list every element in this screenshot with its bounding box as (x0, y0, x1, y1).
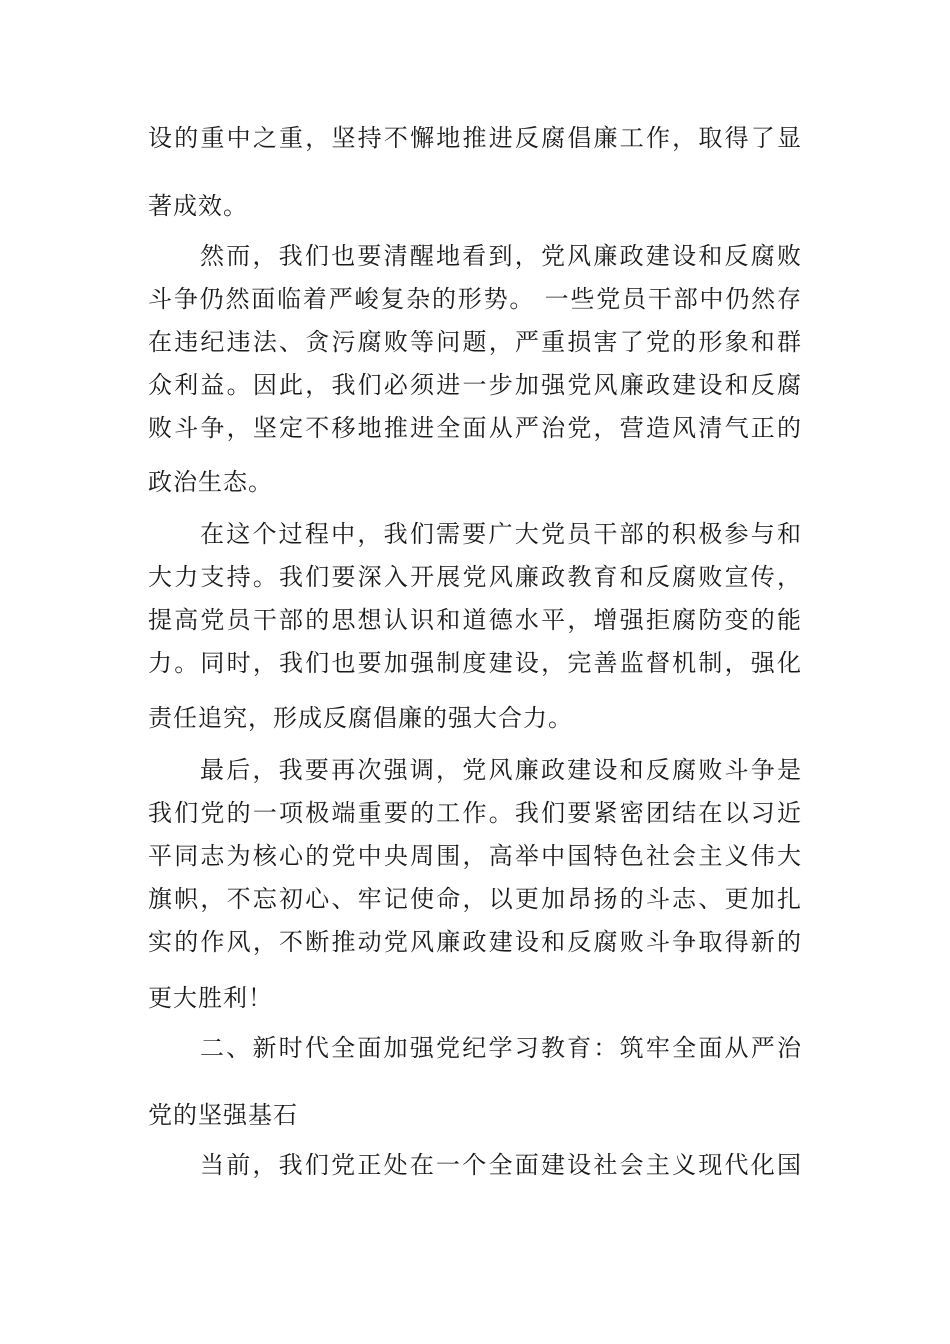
text-line: 政治生态。 (148, 468, 273, 496)
text-line: 提高党员干部的思想认识和道德水平，增强拒腐防变的能 (148, 606, 802, 634)
section-heading-line: 二、新时代全面加强党纪学习教育：筑牢全面从严治 (200, 1034, 802, 1062)
paragraph-start-line: 当前，我们党正处在一个全面建设社会主义现代化国 (200, 1151, 802, 1179)
text-line: 大力支持。我们要深入开展党风廉政教育和反腐败宣传， (148, 563, 802, 591)
section-heading-line: 党的坚强基石 (148, 1101, 298, 1129)
paragraph-start-line: 然而，我们也要清醒地看到，党风廉政建设和反腐败 (200, 242, 802, 270)
text-line: 在违纪违法、贪污腐败等问题，严重损害了党的形象和群 (148, 328, 802, 356)
text-line: 我们党的一项极端重要的工作。我们要紧密团结在以习近 (148, 799, 802, 827)
text-line: 实的作风，不断推动党风廉政建设和反腐败斗争取得新的 (148, 928, 802, 956)
text-line: 设的重中之重，坚持不懈地推进反腐倡廉工作，取得了显 (148, 124, 802, 152)
text-line: 败斗争，坚定不移地推进全面从严治党，营造风清气正的 (148, 414, 802, 442)
text-line: 著成效。 (148, 192, 248, 220)
text-line: 旗帜，不忘初心、牢记使命，以更加昂扬的斗志、更加扎 (148, 885, 802, 913)
text-line: 斗争仍然面临着严峻复杂的形势。 一些党员干部中仍然存 (148, 285, 802, 313)
text-line: 力。同时，我们也要加强制度建设，完善监督机制，强化 (148, 649, 802, 677)
paragraph-start-line: 在这个过程中，我们需要广大党员干部的积极参与和 (200, 520, 802, 548)
paragraph-start-line: 最后，我要再次强调，党风廉政建设和反腐败斗争是 (200, 756, 802, 784)
text-line: 众利益。因此，我们必须进一步加强党风廉政建设和反腐 (148, 371, 802, 399)
text-line: 更大胜利！ (148, 984, 273, 1012)
text-line: 责任追究，形成反腐倡廉的强大合力。 (148, 704, 573, 732)
text-line: 平同志为核心的党中央周围，高举中国特色社会主义伟大 (148, 842, 802, 870)
